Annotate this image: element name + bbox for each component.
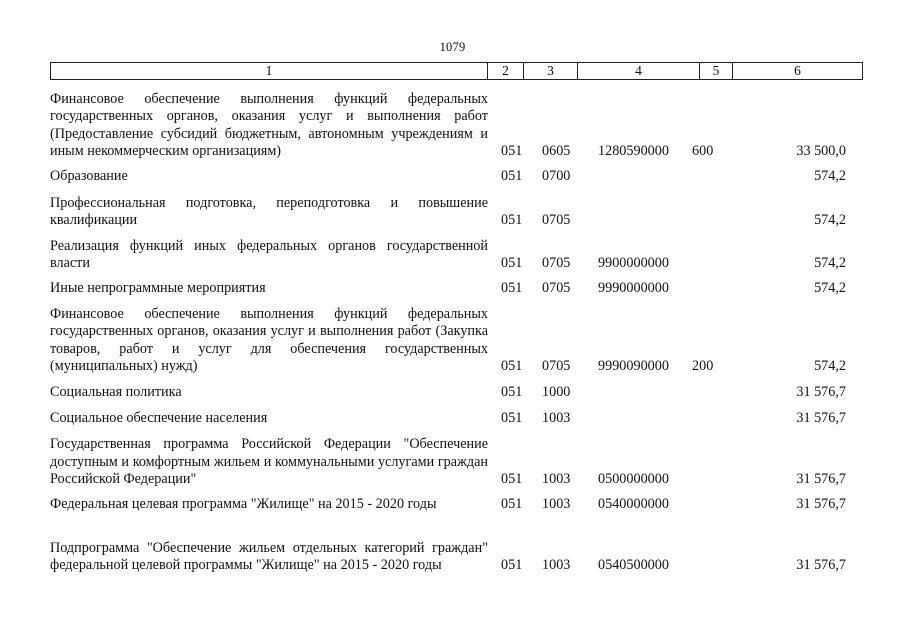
table-row: [50, 237, 846, 272]
row-ministry-code: 051: [501, 211, 523, 228]
row-section-code: 0705: [542, 211, 571, 228]
table-row: [50, 194, 846, 229]
header-col-4: 4: [578, 63, 700, 80]
table-row: [50, 91, 846, 160]
header-col-1: 1: [51, 63, 488, 80]
row-section-code: 0705: [542, 279, 571, 296]
row-section-code: 0700: [542, 167, 571, 184]
row-target-code: 9900000000: [598, 254, 669, 271]
table-row: [50, 168, 846, 185]
row-ministry-code: 051: [501, 254, 523, 271]
row-amount: 574,2: [814, 211, 846, 228]
row-name: Иные непрограммные мероприятия: [50, 279, 266, 296]
row-ministry-code: 051: [501, 279, 523, 296]
row-section-code: 1003: [542, 470, 571, 487]
row-amount: 31 576,7: [796, 409, 846, 426]
table-row: [50, 410, 846, 427]
row-name: Финансовое обеспечение выполнения функций федеральных государственных органов, оказания услуг и выполнения работ (Предоставление субсидий бюджетным, автономным учреждениям и иным некоммерческим организациям): [50, 91, 488, 159]
row-target-code: 1280590000: [598, 142, 669, 159]
row-section-code: 0605: [542, 142, 571, 159]
row-ministry-code: 051: [501, 470, 523, 487]
page-number: 1079: [439, 40, 466, 54]
row-target-code: 9990090000: [598, 357, 669, 374]
row-name: Федеральная целевая программа "Жилище" на 2015 - 2020 годы: [50, 495, 437, 512]
row-ministry-code: 051: [501, 167, 523, 184]
row-amount: 574,2: [814, 167, 846, 184]
row-name: Подпрограмма "Обеспечение жильем отдельных категорий граждан" федеральной целевой программы "Жилище" на 2015 - 2020 годы: [50, 539, 488, 573]
table-row: [50, 280, 846, 297]
row-ministry-code: 051: [501, 383, 523, 400]
row-section-code: 1003: [542, 556, 571, 573]
row-amount: 574,2: [814, 357, 846, 374]
row-ministry-code: 051: [501, 495, 523, 512]
table-row: [50, 522, 846, 574]
row-expense-type: 600: [692, 142, 714, 159]
row-section-code: 1000: [542, 383, 571, 400]
row-target-code: 0540000000: [598, 495, 669, 512]
row-ministry-code: 051: [501, 142, 523, 159]
row-section-code: 0705: [542, 357, 571, 374]
row-name: Реализация функций иных федеральных органов государственной власти: [50, 237, 488, 271]
header-col-5: 5: [700, 63, 733, 80]
row-amount: 31 576,7: [796, 470, 846, 487]
row-amount: 574,2: [814, 254, 846, 271]
header-col-2: 2: [488, 63, 524, 80]
table-row: [50, 496, 846, 513]
row-section-code: 1003: [542, 409, 571, 426]
row-name: Финансовое обеспечение выполнения функций федеральных государственных органов, оказания услуг и выполнения работ (Закупка товаров, работ и услуг для обеспечения государственных (муниципальных) нужд): [50, 306, 488, 374]
table-row: [50, 384, 846, 401]
row-amount: 31 576,7: [796, 556, 846, 573]
header-col-3: 3: [524, 63, 578, 80]
row-section-code: 0705: [542, 254, 571, 271]
table-row: [50, 436, 846, 488]
row-target-code: 0540500000: [598, 556, 669, 573]
row-target-code: 9990000000: [598, 279, 669, 296]
header-col-6: 6: [733, 63, 863, 80]
row-expense-type: 200: [692, 357, 714, 374]
row-name: Профессиональная подготовка, переподготовка и повышение квалификации: [50, 194, 488, 228]
table-row: [50, 306, 846, 375]
row-name: Государственная программа Российской Федерации "Обеспечение доступным и комфортным жильем и коммунальными услугами граждан Российской Федерации": [50, 436, 488, 487]
row-ministry-code: 051: [501, 357, 523, 374]
row-ministry-code: 051: [501, 409, 523, 426]
row-amount: 31 576,7: [796, 383, 846, 400]
row-target-code: 0500000000: [598, 470, 669, 487]
row-section-code: 1003: [542, 495, 571, 512]
row-name: Социальная политика: [50, 383, 182, 400]
row-amount: 574,2: [814, 279, 846, 296]
row-ministry-code: 051: [501, 556, 523, 573]
row-name: Образование: [50, 167, 128, 184]
row-amount: 33 500,0: [796, 142, 846, 159]
row-amount: 31 576,7: [796, 495, 846, 512]
row-name: Социальное обеспечение населения: [50, 409, 268, 426]
